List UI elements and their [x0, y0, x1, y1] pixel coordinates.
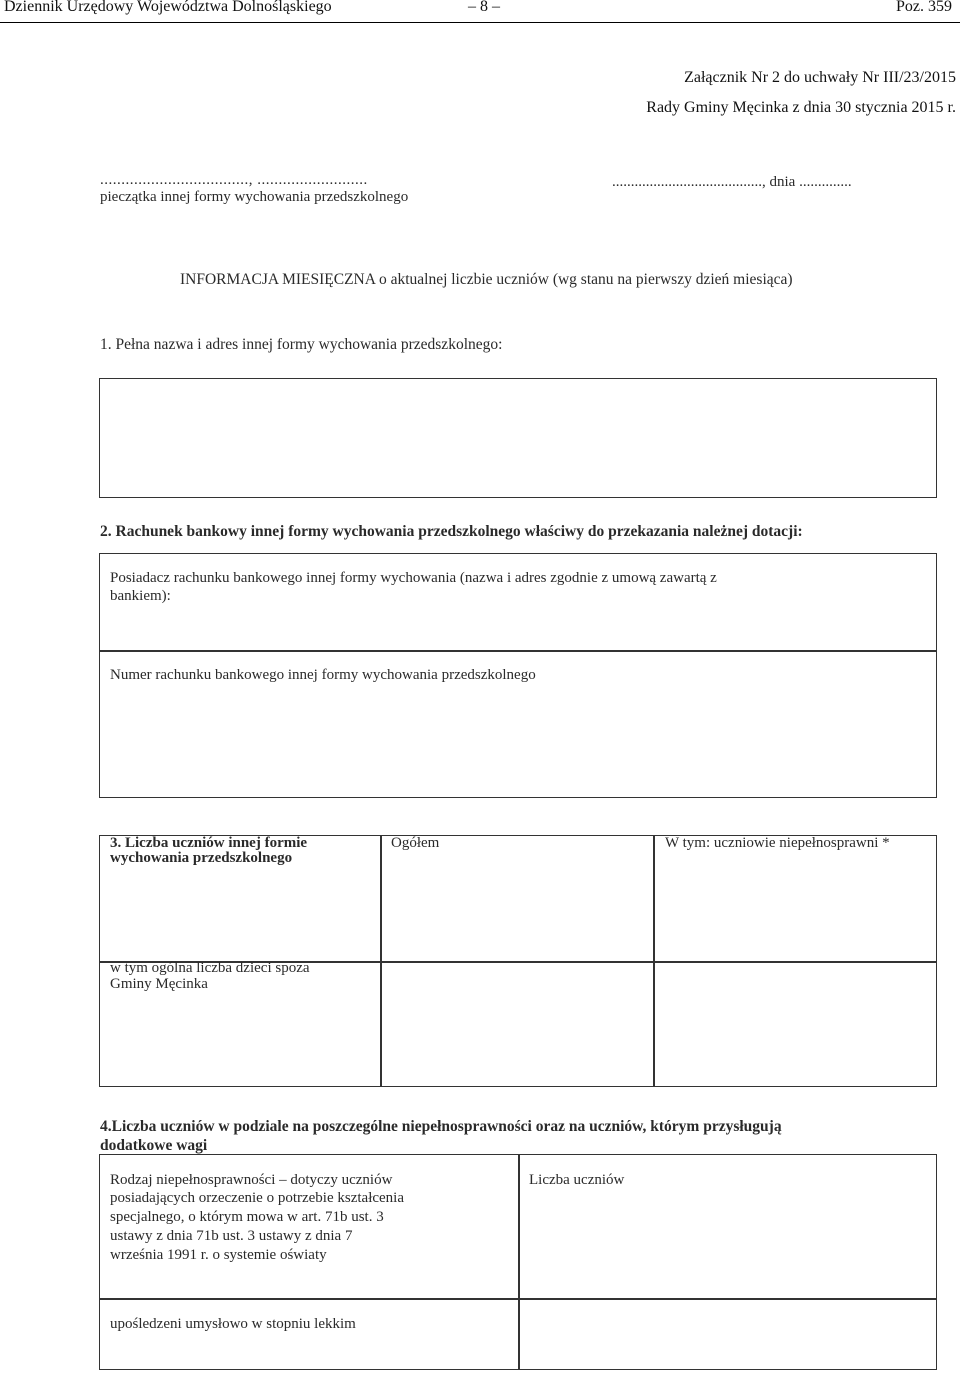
section4-label-line1: 4.Liczba uczniów w podziale na poszczególne niepełnosprawności oraz na uczniów, którym przysługują — [100, 1118, 782, 1135]
mild-disability-count-field[interactable] — [520, 1300, 935, 1368]
stamp-dots: ..................................., .......................... — [100, 172, 368, 188]
bank-table-divider — [99, 650, 937, 652]
mild-intellectual-disability-label: upośledzeni umysłowo w stopniu lekkim — [110, 1316, 356, 1332]
disability-type-header-line1: Rodzaj niepełnosprawności – dotyczy uczniów — [110, 1172, 393, 1188]
section1-label: 1. Pełna nazwa i adres innej formy wychowania przedszkolnego: — [100, 336, 503, 353]
header-divider — [0, 22, 960, 23]
section3-label-line1: 3. Liczba uczniów innej formie — [110, 835, 308, 851]
journal-title: Dziennik Urzędowy Województwa Dolnośląskiego — [4, 0, 332, 15]
outside-commune-label-line2: Gminy Męcinka — [110, 976, 208, 992]
form-title: INFORMACJA MIESIĘCZNA o aktualnej liczbie uczniów (wg stanu na pierwszy dzień miesiąca) — [180, 271, 793, 288]
outside-commune-label-line1: w tym ogólna liczba dzieci spoza — [110, 960, 310, 976]
account-holder-label-line1: Posiadacz rachunku bankowego innej formy wychowania (nazwa i adres zgodnie z umową zawartą z — [110, 570, 717, 586]
position-number: Poz. 359 — [896, 0, 952, 15]
outside-total-field[interactable] — [382, 963, 652, 1085]
pupil-count-header: Liczba uczniów — [529, 1172, 625, 1188]
annex-reference-line2: Rady Gminy Męcinka z dnia 30 stycznia 2015 r. — [646, 99, 956, 116]
disability-type-header-line5: września 1991 r. o systemie oświaty — [110, 1247, 327, 1263]
total-column-header: Ogółem — [391, 835, 440, 851]
annex-reference-line1: Załącznik Nr 2 do uchwały Nr III/23/2015 — [684, 69, 956, 86]
page-number: – 8 – — [468, 0, 500, 15]
disability-type-header-line3: specjalnego, o którym mowa w art. 71b ust. 3 — [110, 1209, 384, 1225]
outside-disabled-field[interactable] — [655, 963, 935, 1085]
account-holder-label-line2: bankiem): — [110, 588, 171, 604]
section4-label-line2: dodatkowe wagi — [100, 1137, 208, 1154]
section2-label: 2. Rachunek bankowy innej formy wychowania przedszkolnego właściwy do przekazania należnej dotacji: — [100, 523, 803, 540]
disabled-pupils-field[interactable] — [655, 853, 935, 960]
stamp-label: pieczątka innej formy wychowania przedszkolnego — [100, 189, 409, 205]
account-number-label: Numer rachunku bankowego innej formy wychowania przedszkolnego — [110, 667, 536, 683]
institution-name-address-box[interactable] — [99, 378, 937, 498]
disability-type-header-line4: ustawy z dnia 71b ust. 3 ustawy z dnia 7 — [110, 1228, 353, 1244]
date-line: ........................................, dnia .............. — [612, 174, 852, 190]
total-pupils-field[interactable] — [382, 853, 652, 960]
section3-label-line2: wychowania przedszkolnego — [110, 850, 293, 866]
disabled-pupils-column-header: W tym: uczniowie niepełnosprawni * — [665, 835, 890, 851]
disability-type-header-line2: posiadających orzeczenie o potrzebie kształcenia — [110, 1190, 405, 1206]
